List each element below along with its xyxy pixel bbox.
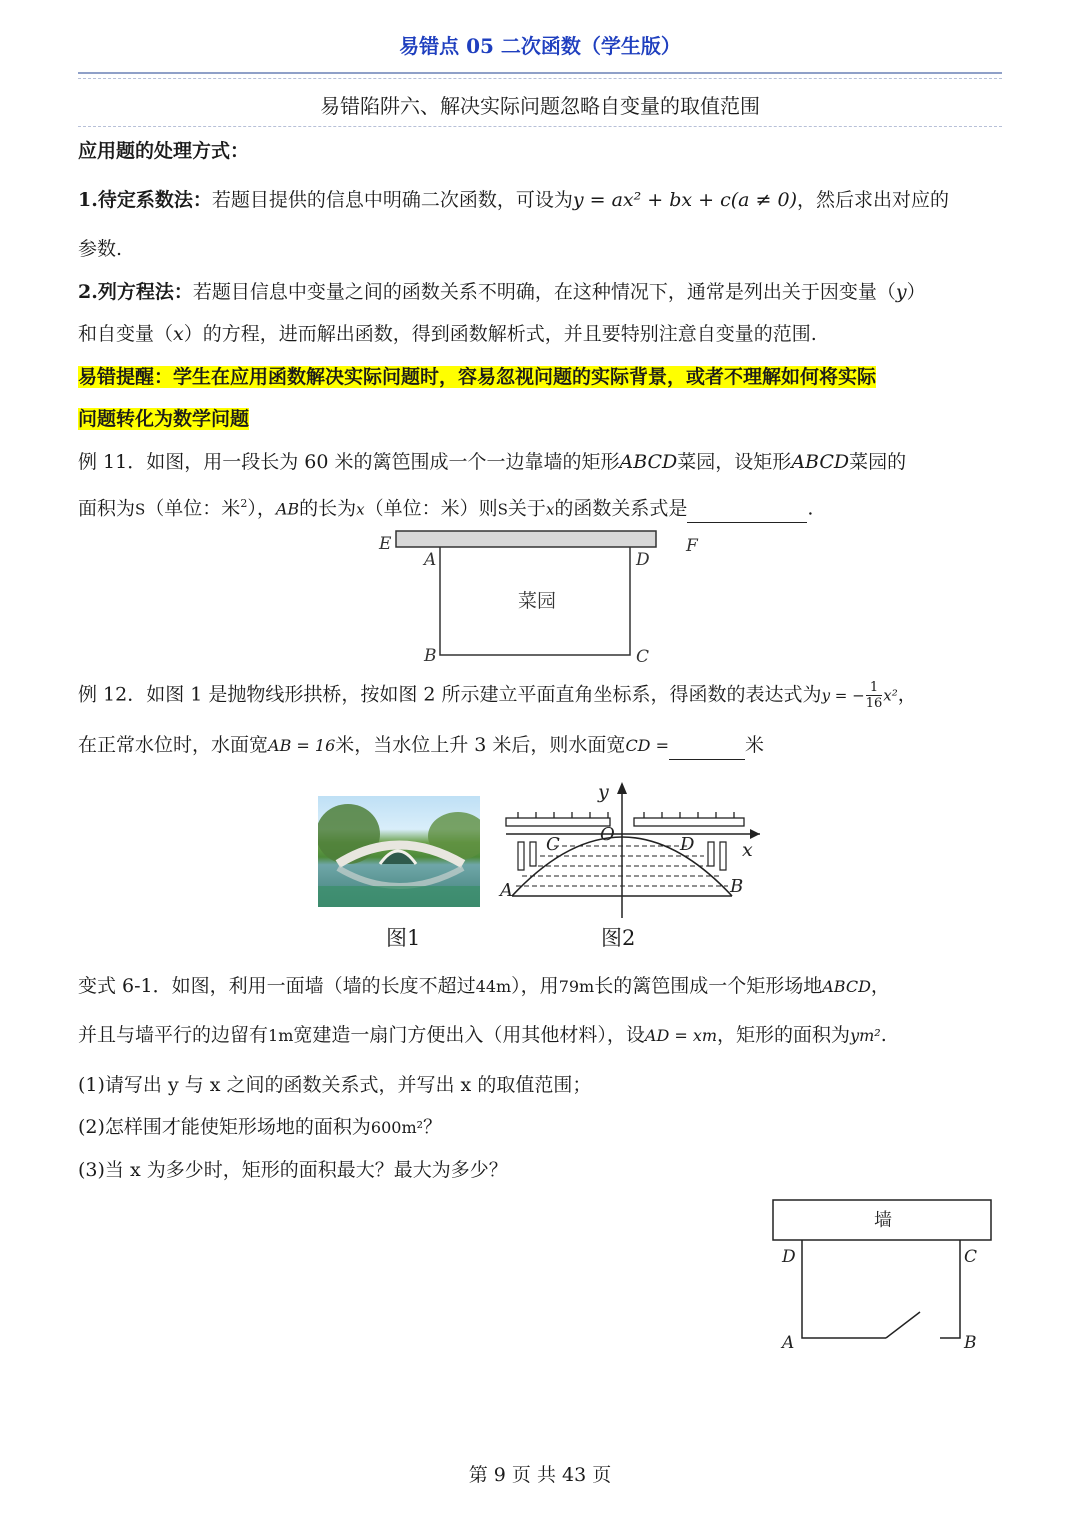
var-len-44: 44m [475, 977, 512, 996]
ex12-unit: 米 [745, 734, 765, 756]
fig2-label-y: y [598, 781, 609, 803]
var-label-d: D [782, 1247, 796, 1267]
method-1-text-b: ，然后求出对应的 [797, 189, 950, 211]
wall-label: 墙 [874, 1210, 892, 1231]
garden-label: 菜园 [518, 590, 557, 612]
method-2-line-1 [78, 278, 1002, 306]
fig2-label-d: D [680, 834, 695, 855]
railing-right [634, 818, 744, 826]
example-11-line-1 [78, 448, 1002, 476]
tip-highlight-1: 易错提醒：学生在应用函数解决实际问题时，容易忽视问题的实际背景，或者不理解如何将实际 [78, 366, 877, 388]
wall-bar [396, 531, 656, 547]
ex11-text-c: 菜园的 [849, 451, 907, 473]
var-label-c: C [964, 1247, 978, 1267]
var-ym2: ym² [850, 1026, 881, 1045]
section-title: 易错陷阱六、解决实际问题忽略自变量的取值范围 [320, 94, 760, 118]
method-1-line-2: 参数. [78, 238, 123, 260]
section-rule-dashed [78, 126, 1002, 127]
ex12-fraction [866, 680, 883, 711]
bridge-photo [318, 796, 480, 907]
variant-line-2 [78, 1021, 1002, 1050]
tip-line-1 [78, 363, 1002, 391]
ex11-text-b: 菜园，设矩形 [677, 451, 792, 473]
header-rule [78, 72, 1002, 74]
var-text-c: 长的篱笆围成一个矩形场地 [594, 975, 823, 997]
railing-posts [518, 812, 734, 818]
method-2-line-2 [78, 320, 1002, 348]
label-f: F [686, 536, 698, 556]
var-text-a: 变式 6-1．如图，利用一面墙（墙的长度不超过 [78, 975, 476, 997]
method-2-text-c: 和自变量（ [78, 323, 174, 345]
fence-left-bottom [802, 1240, 886, 1338]
method-1-formula: y = ax² + bx + c(a ≠ 0) [572, 189, 798, 211]
ex11-text-a: 例 11．如图，用一段长为 60 米的篱笆围成一个一边靠墙的矩形 [78, 451, 620, 473]
fig2-label-x: x [742, 839, 753, 861]
method-2-text-d: ）的方程，进而解出函数，得到函数解析式，并且要特别注意自变量的范围. [183, 323, 817, 345]
ex11-x-2: x [545, 500, 555, 519]
method-1-line-1 [78, 186, 1002, 214]
ex11-text-i: 关于 [507, 497, 546, 520]
railing-left [506, 818, 610, 826]
ex12-ab-eq: AB = 16 [268, 736, 336, 755]
ex11-text-e: （单位：米 [145, 497, 241, 520]
variant-question-1: (1)请写出 y 与 x 之间的函数关系式，并写出 x 的取值范围； [78, 1074, 592, 1096]
var-label-a: A [782, 1333, 795, 1353]
example-12-line-1 [78, 680, 1002, 711]
ex11-abcd-1: ABCD [619, 451, 678, 473]
variant-question-2 [78, 1113, 1002, 1142]
door-open [886, 1312, 920, 1338]
ex12-text-c: 米，当水位上升 3 米后，则水面宽 [335, 734, 626, 756]
page-number: 第 9 页 共 43 页 [468, 1464, 612, 1486]
ex11-answer-blank[interactable] [687, 500, 807, 523]
example-12-line-2 [78, 731, 1002, 760]
methods-heading: 应用题的处理方式： [78, 140, 250, 162]
ex12-formula-lhs: y = − [821, 686, 865, 705]
var-len-79: 79m [558, 977, 595, 996]
fig2-label-c: C [546, 834, 560, 855]
var-text-b: ），用 [511, 975, 559, 997]
document-header-title: 易错点 05 二次函数（学生版） [399, 34, 681, 58]
ex12-frac-den: 16 [865, 696, 883, 711]
ex11-period: . [807, 497, 814, 520]
ex11-sup: 2 [240, 497, 248, 510]
parabola-bridge-diagram [498, 778, 768, 928]
label-b: B [424, 646, 437, 666]
var-q2-value: 600m² [370, 1118, 424, 1137]
label-e: E [379, 534, 392, 554]
x-axis-arrow [750, 829, 760, 839]
variant-line-1 [78, 972, 1002, 1001]
label-d: D [636, 550, 650, 570]
ex11-s-2: S [497, 500, 508, 519]
var-text-h: . [880, 1024, 887, 1046]
var-text-g: ，矩形的面积为 [717, 1024, 851, 1046]
fence-right [940, 1240, 960, 1338]
var-q2-text: (2)怎样围才能使矩形场地的面积为 [78, 1116, 371, 1138]
tip-line-2 [78, 405, 1002, 433]
ex12-formula-rhs: x² [883, 686, 898, 705]
var-text-e: 并且与墙平行的边留有 [78, 1024, 269, 1046]
header-rule-dashed [78, 78, 1002, 79]
y-axis-arrow [617, 782, 627, 794]
var-abcd: ABCD [822, 977, 871, 996]
fig2-label-o: O [600, 824, 615, 845]
example-11-line-2 [78, 490, 1002, 523]
ex11-text-f: ）， [247, 497, 276, 520]
ex12-text-b: 在正常水位时，水面宽 [78, 734, 269, 756]
ex11-text-d: 面积为 [78, 497, 136, 520]
method-2-var-y: y [895, 281, 907, 303]
var-ad-eq: AD = xm [644, 1026, 718, 1045]
var-text-d: ， [870, 975, 890, 997]
figure-1-caption: 图1 [386, 926, 421, 950]
method-2-text-b: ） [906, 281, 926, 303]
garden-figure [370, 525, 710, 670]
method-1-label: 1.待定系数法： [78, 189, 212, 211]
ex11-text-j: 的函数关系式是 [554, 497, 688, 520]
tip-highlight-2: 问题转化为数学问题 [78, 408, 250, 430]
ex11-ab: AB [275, 499, 300, 519]
method-2-text-a: 若题目信息中变量之间的函数关系不明确，在这种情况下，通常是列出关于因变量（ [192, 281, 896, 303]
method-2-var-x: x [173, 323, 184, 345]
ex11-text-h: （单位：米）则 [364, 497, 498, 520]
ex11-s-1: S [135, 500, 146, 519]
ex12-answer-blank[interactable] [669, 737, 745, 760]
bridge-photo-drawing [318, 796, 480, 907]
label-a: A [424, 550, 437, 570]
var-q2-end: ？ [423, 1116, 443, 1138]
ex12-text-a: 例 12．如图 1 是抛物线形拱桥，按如图 2 所示建立平面直角坐标系，得函数的表达式为 [78, 683, 822, 706]
var-label-b: B [964, 1333, 977, 1353]
ex12-comma: ， [897, 683, 917, 706]
ex12-frac-num: 1 [866, 680, 883, 696]
wall-rectangle-figure [768, 1196, 1000, 1356]
var-len-1: 1m [268, 1026, 294, 1045]
ex12-cd-eq: CD = [625, 736, 669, 755]
method-1-text-a: 若题目提供的信息中明确二次函数，可设为 [211, 189, 573, 211]
method-2-label: 2.列方程法： [78, 281, 193, 303]
label-c: C [636, 647, 650, 667]
fig2-label-b: B [730, 876, 744, 897]
ex11-abcd-2: ABCD [791, 451, 850, 473]
variant-question-3: (3)当 x 为多少时，矩形的面积最大？最大为多少？ [78, 1159, 508, 1181]
var-text-f: 宽建造一扇门方便出入（用其他材料），设 [293, 1024, 645, 1046]
ex11-x-1: x [356, 500, 365, 519]
fig2-label-a: A [500, 880, 513, 901]
figure-2-caption: 图2 [601, 926, 636, 950]
ex11-text-g: 的长为 [299, 497, 357, 520]
